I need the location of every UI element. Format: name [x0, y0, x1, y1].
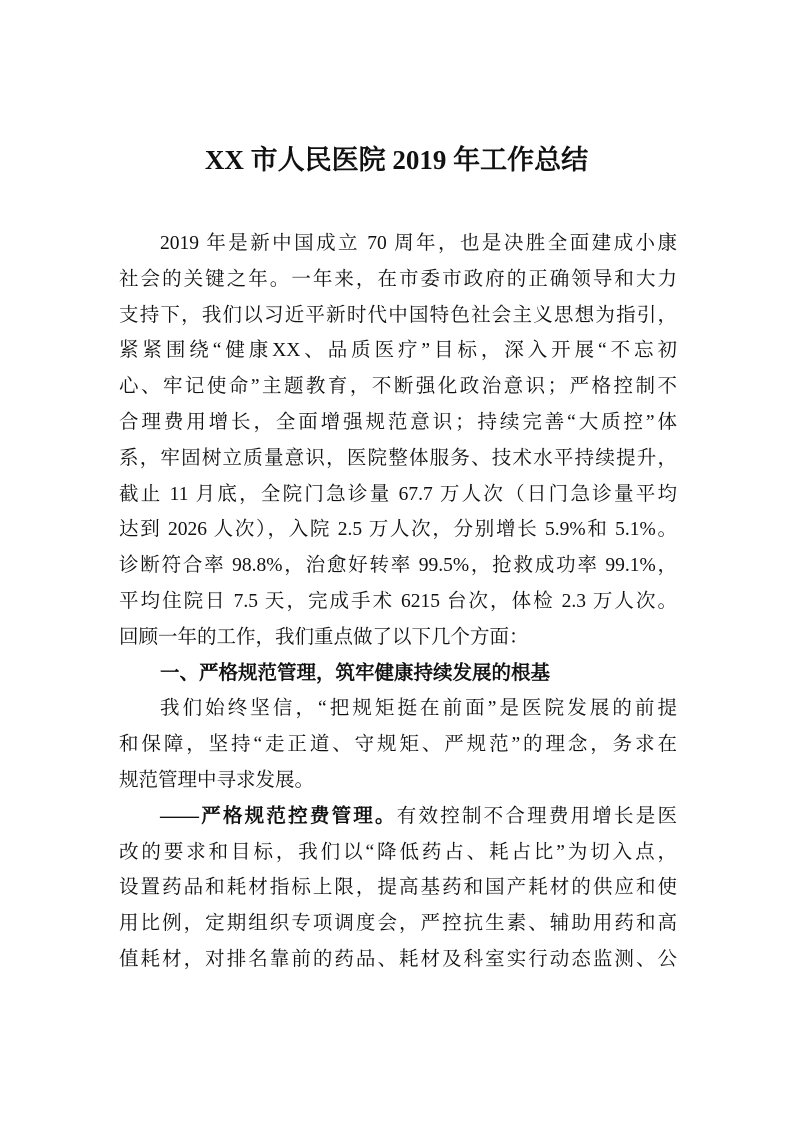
paragraph-line: 和保障，坚持“走正道、守规矩、严规范”的理念，务求在	[119, 734, 677, 756]
document-title: XX 市人民医院 2019 年工作总结	[204, 145, 589, 175]
paragraph-line: 规范管理中寻求发展。	[119, 769, 315, 791]
section-heading: 一、严格规范管理，筑牢健康持续发展的根基	[160, 661, 551, 684]
paragraph-line: 设置药品和耗材指标上限，提高基药和国产耗材的供应和使	[119, 877, 677, 899]
paragraph-line: 回顾一年的工作，我们重点做了以下几个方面：	[119, 626, 529, 648]
paragraph-line: 紧紧围绕“健康XX、品质医疗”目标，深入开展“不忘初	[119, 340, 677, 362]
paragraph-line: 诊断符合率 98.8%，治愈好转率 99.5%，抢救成功率 99.1%，	[119, 555, 677, 577]
paragraph-line	[119, 799, 677, 835]
paragraph-line: 平均住院日 7.5 天，完成手术 6215 台次，体检 2.3 万人次。	[119, 590, 677, 612]
paragraph-line: 系，牢固树立质量意识，医院整体服务、技术水平持续提升，	[119, 447, 677, 469]
paragraph-line: 支持下，我们以习近平新时代中国特色社会主义思想为指引，	[119, 304, 677, 326]
paragraph-text: 有效控制不合理费用增长是医	[396, 805, 677, 827]
paragraph-line: 社会的关键之年。一年来，在市委市政府的正确领导和大力	[119, 268, 677, 290]
paragraph-line: 用比例，定期组织专项调度会，严控抗生素、辅助用药和高	[119, 913, 677, 935]
paragraph-line: 心、牢记使命”主题教育，不断强化政治意识；严格控制不	[119, 376, 677, 398]
subsection-lead: ——严格规范控费管理。	[160, 805, 397, 827]
document-body	[119, 226, 677, 978]
paragraph-line: 合理费用增长，全面增强规范意识；持续完善“大质控”体	[119, 411, 677, 433]
paragraph-line: 改的要求和目标，我们以“降低药占、耗占比”为切入点，	[119, 841, 677, 863]
paragraph-line: 达到 2026 人次），入院 2.5 万人次，分别增长 5.9%和 5.1%。	[119, 519, 677, 541]
paragraph-line: 2019 年是新中国成立 70 周年，也是决胜全面建成小康	[160, 233, 677, 254]
paragraph-line: 我们始终坚信，“把规矩挺在前面”是医院发展的前提	[160, 698, 677, 720]
paragraph-line: 截止 11 月底，全院门急诊量 67.7 万人次（日门急诊量平均	[119, 483, 677, 505]
paragraph-line: 值耗材，对排名靠前的药品、耗材及科室实行动态监测、公	[119, 948, 677, 970]
